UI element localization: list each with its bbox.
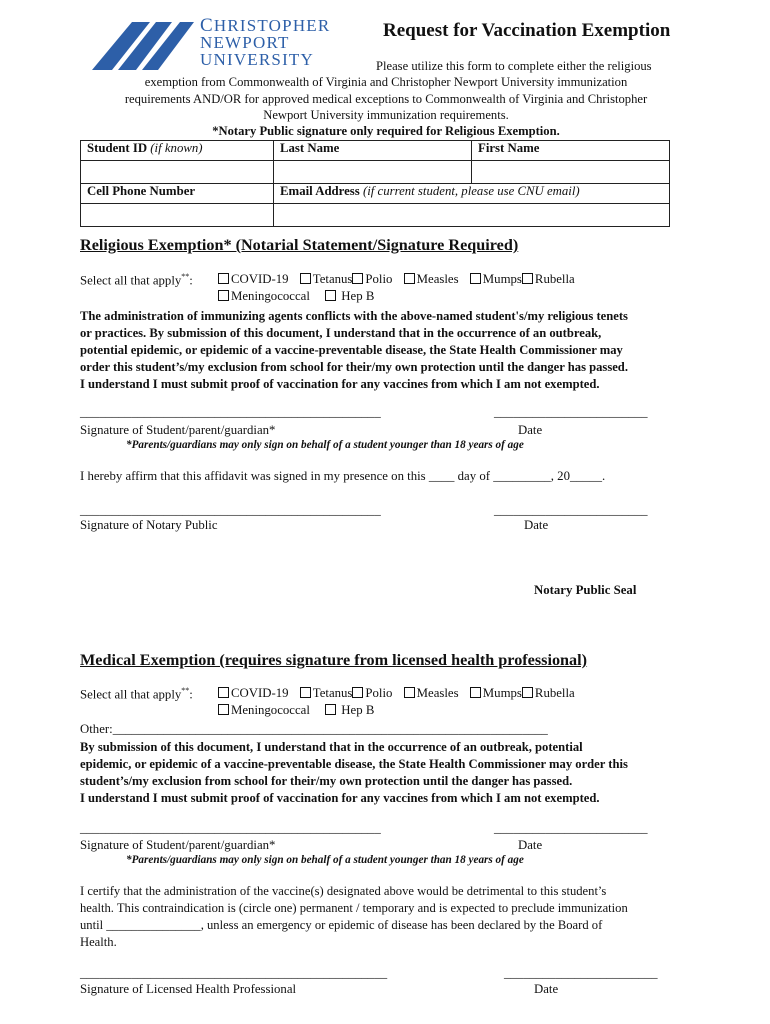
- last-name-label: Last Name: [274, 141, 472, 161]
- student-id-note: (if known): [150, 141, 203, 155]
- religious-tetanus-checkbox[interactable]: Tetanus: [300, 272, 353, 286]
- medical-signature-line[interactable]: _______________________________________________: [80, 821, 381, 835]
- notary-date-line[interactable]: ________________________: [494, 503, 648, 517]
- notary-affirmation: I hereby affirm that this affidavit was signed in my presence on this ____ day of _________, 20_____.: [80, 469, 606, 483]
- religious-measles-checkbox[interactable]: Measles: [404, 272, 459, 286]
- notary-date-label: Date: [524, 518, 549, 532]
- medical-date-label: Date: [518, 838, 543, 852]
- religious-covid-checkbox[interactable]: COVID-19: [218, 272, 289, 286]
- logo-line-3: UNIVERSITY: [200, 50, 314, 69]
- medical-vaccine-row-1: [218, 686, 583, 701]
- first-name-label: First Name: [472, 141, 670, 161]
- religious-signature-label: Signature of Student/parent/guardian*: [80, 423, 276, 437]
- medical-polio-checkbox[interactable]: Polio: [352, 686, 392, 700]
- medical-date-line[interactable]: ________________________: [494, 821, 648, 835]
- religious-date-line[interactable]: ________________________: [494, 405, 648, 419]
- religious-vaccine-row-1: [218, 272, 583, 287]
- email-note: (if current student, please use CNU email): [362, 184, 580, 198]
- medical-hepb-checkbox[interactable]: Hep B: [325, 703, 374, 717]
- medical-covid-checkbox[interactable]: COVID-19: [218, 686, 289, 700]
- medical-mumps-checkbox[interactable]: Mumps: [470, 686, 522, 700]
- religious-mumps-checkbox[interactable]: Mumps: [470, 272, 522, 286]
- religious-hepb-checkbox[interactable]: Hep B: [325, 289, 374, 303]
- university-logo-text: [200, 17, 330, 68]
- religious-meningococcal-checkbox[interactable]: Meningococcal: [218, 289, 310, 303]
- logo-line-1: CHRISTOPHER: [200, 15, 331, 36]
- religious-polio-checkbox[interactable]: Polio: [352, 272, 392, 286]
- page-title: Request for Vaccination Exemption: [383, 20, 671, 41]
- religious-heading: Religious Exemption* (Notarial Statement/Signature Required): [80, 236, 519, 254]
- intro-line-3: requirements AND/OR for approved medical exceptions to Commonwealth of Virginia and Christopher: [124, 92, 648, 106]
- medical-guardian-note: *Parents/guardians may only sign on behalf of a student younger than 18 years of age: [126, 854, 524, 866]
- intro-line-4: Newport University immunization requirements.: [263, 108, 509, 122]
- medical-signature-label: Signature of Student/parent/guardian*: [80, 838, 276, 852]
- cell-phone-field[interactable]: [81, 204, 274, 227]
- intro-line-1: Please utilize this form to complete either the religious: [376, 59, 652, 73]
- health-professional-date-line[interactable]: ________________________: [504, 966, 658, 980]
- notary-note: *Notary Public signature only required for Religious Exemption.: [212, 124, 560, 138]
- notary-seal-label: Notary Public Seal: [534, 583, 637, 597]
- health-professional-date-label: Date: [534, 982, 559, 996]
- religious-vaccine-row-2: [218, 289, 382, 304]
- notary-signature-line[interactable]: _______________________________________________: [80, 503, 381, 517]
- email-field[interactable]: [274, 204, 670, 227]
- medical-measles-checkbox[interactable]: Measles: [404, 686, 459, 700]
- last-name-field[interactable]: [274, 161, 472, 184]
- logo-line-2: NEWPORT: [200, 33, 290, 52]
- student-info-table: [80, 140, 670, 227]
- student-id-label: Student ID (if known): [81, 141, 274, 161]
- religious-rubella-checkbox[interactable]: Rubella: [522, 272, 575, 286]
- notary-signature-label: Signature of Notary Public: [80, 518, 218, 532]
- religious-select-label: Select all that apply**:: [80, 272, 193, 288]
- cell-phone-label: Cell Phone Number: [81, 184, 274, 204]
- medical-rubella-checkbox[interactable]: Rubella: [522, 686, 575, 700]
- health-professional-signature-label: Signature of Licensed Health Professional: [80, 982, 297, 996]
- religious-date-label: Date: [518, 423, 543, 437]
- medical-other-field[interactable]: Other:____________________________________________________________________: [80, 722, 548, 736]
- religious-guardian-note: *Parents/guardians may only sign on behalf of a student younger than 18 years of age: [126, 439, 524, 451]
- religious-signature-line[interactable]: _______________________________________________: [80, 405, 381, 419]
- religious-statement: The administration of immunizing agents conflicts with the above-named student's/my religious tenets or practices. By submission of this document, I understand that in the occurrence of an outbreak, potential epidemic, or epidemic of a vaccine-preventable disease, the State Health Commissioner may order this student’s/my exclusion from school for their/my own protection until the danger has passed. I understand I must submit proof of vaccination for any vaccines from which I am not exempted.: [80, 309, 628, 391]
- medical-certification: I certify that the administration of the vaccine(s) designated above would be detrimental to this student’s health. This contraindication is (circle one) permanent / temporary and is expected to preclude immunization until _______________, unless an emergency or epidemic of disease has been declared by the Board of Health.: [80, 884, 628, 949]
- medical-vaccine-row-2: [218, 703, 382, 718]
- medical-select-label: Select all that apply**:: [80, 686, 193, 702]
- health-professional-signature-line[interactable]: ________________________________________________: [80, 966, 388, 980]
- medical-tetanus-checkbox[interactable]: Tetanus: [300, 686, 353, 700]
- intro-line-2: exemption from Commonwealth of Virginia and Christopher Newport University immunization: [144, 75, 628, 89]
- university-logo-icon: [88, 20, 198, 72]
- medical-statement: By submission of this document, I understand that in the occurrence of an outbreak, potential epidemic, or epidemic of a vaccine-preventable disease, the State Health Commissioner may order this student’s/my exclusion from school for their/my own protection until the danger has passed. I understand I must submit proof of vaccination for any vaccines from which I am not exempted.: [80, 740, 628, 805]
- email-label: Email Address (if current student, please use CNU email): [274, 184, 670, 204]
- first-name-field[interactable]: [472, 161, 670, 184]
- medical-heading: Medical Exemption (requires signature from licensed health professional): [80, 651, 588, 669]
- student-id-field[interactable]: [81, 161, 274, 184]
- medical-meningococcal-checkbox[interactable]: Meningococcal: [218, 703, 310, 717]
